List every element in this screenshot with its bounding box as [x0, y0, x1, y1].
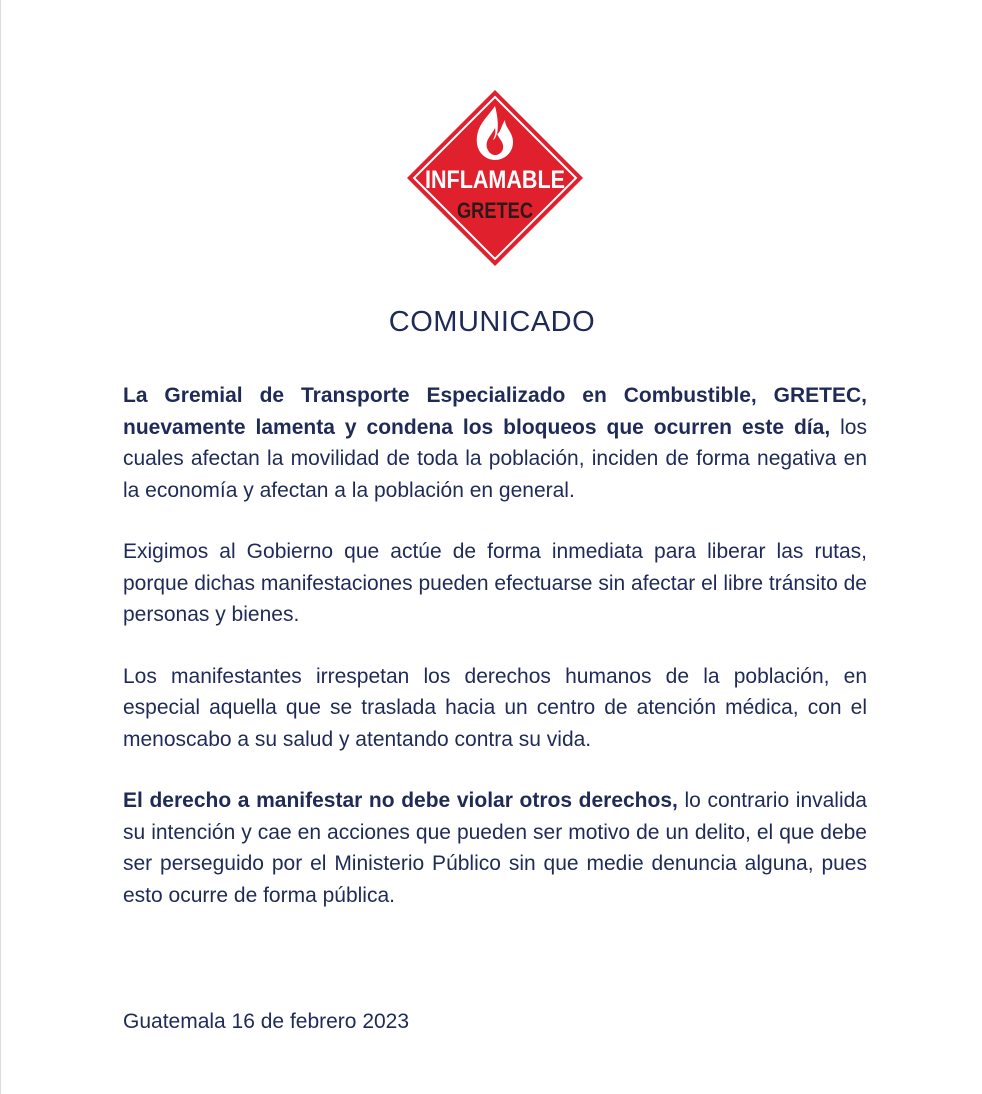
gretec-inflamable-logo [405, 88, 585, 268]
logo-gretec-text: GRETEC [457, 198, 534, 223]
date-line: Guatemala 16 de febrero 2023 [123, 1010, 410, 1033]
paragraph-4 [123, 785, 867, 911]
communique-body [123, 380, 867, 941]
paragraph-1-bold: La Gremial de Transporte Especializado en Combustible, GRETEC, nuevamente lamenta y condena los bloqueos que ocurren este día, [123, 384, 867, 439]
paragraph-4-text: lo contrario invalida su intención y cae en acciones que pueden ser motivo de un delito, el que debe ser perseguido por el Ministerio Público sin que medie denuncia alguna, pues esto ocurre de forma pública. [123, 789, 867, 907]
page-title: COMUNICADO [388, 306, 596, 338]
paragraph-2-text: Exigimos al Gobierno que actúe de forma inmediata para liberar las rutas, porque dichas manifestaciones pueden efectuarse sin afectar el libre tránsito de personas y bienes. [123, 540, 867, 626]
logo-inflamable-text: INFLAMABLE [425, 166, 565, 194]
paragraph-3-text: Los manifestantes irrespetan los derechos humanos de la población, en especial aquella que se traslada hacia un centro de atención médica, con el menoscabo a su salud y atentando contra su vida. [123, 664, 867, 751]
paragraph-1 [123, 380, 867, 506]
paragraph-1-text: los cuales afectan la movilidad de toda la población, inciden de forma negativa en la economía y afectan a la población en general. [123, 415, 867, 502]
paragraph-2 [123, 536, 867, 631]
paragraph-3 [123, 661, 867, 756]
paragraph-4-bold: El derecho a manifestar no debe violar otros derechos, [123, 789, 678, 812]
